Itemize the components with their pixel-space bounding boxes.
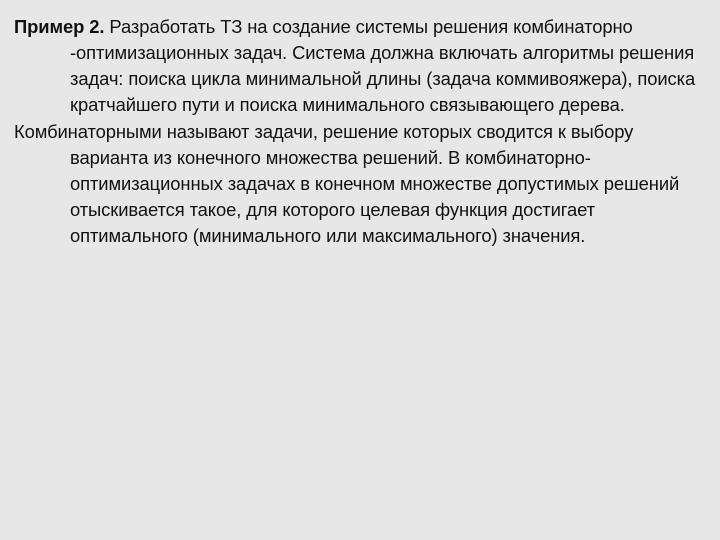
example-text: Разработать ТЗ на создание системы решения комбинаторно -оптимизационных задач. Система должна включать алгоритмы решения задач: поиска цикла минимальной длины (задача коммивояжера), поиска кратчайшего пути и поиска минимального связывающего дерева. — [70, 16, 696, 115]
example-label: Пример 2. — [14, 16, 105, 37]
paragraph-example — [14, 14, 706, 118]
definition-text: Комбинаторными называют задачи, решение которых сводится к выбору варианта из конечного множества решений. В комбинаторно-оптимизационных задачах в конечном множестве допустимых решений отыскивается такое, для которого целевая функция достигает оптимального (минимального или максимального) значения. — [14, 121, 680, 246]
paragraph-definition — [14, 119, 706, 249]
